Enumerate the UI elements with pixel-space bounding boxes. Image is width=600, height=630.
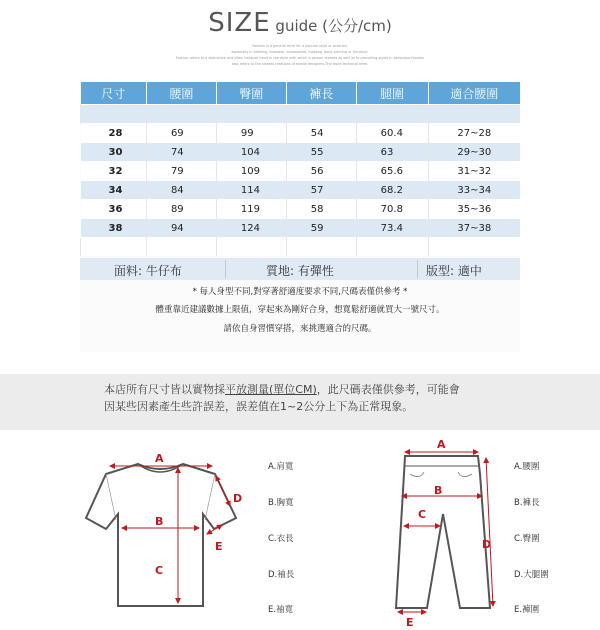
fineprint-line: Fashion is a general term for a popular style or practice, bbox=[252, 44, 348, 48]
shirt-legend-d: D.袖長 bbox=[268, 570, 295, 580]
pants-legend-d: D.大腿圍 bbox=[514, 570, 549, 580]
size-guide-title bbox=[0, 8, 600, 38]
table-cell: 63 bbox=[356, 143, 428, 162]
material-row bbox=[80, 258, 520, 280]
shirt-marker-b: B bbox=[155, 515, 164, 528]
table-cell: 58 bbox=[286, 200, 356, 219]
notice-line-1: 本店所有尺寸皆以實物採平放測量(單位CM)，此尺碼表僅供參考，可能會 bbox=[104, 383, 460, 396]
table-cell: 55 bbox=[286, 143, 356, 162]
shirt-marker-a: A bbox=[155, 452, 164, 465]
column-header-size: 尺寸 bbox=[81, 82, 147, 105]
fabric-label: 面料: 牛仔布 bbox=[114, 264, 182, 278]
texture-label: 質地: 有彈性 bbox=[266, 264, 334, 278]
table-row bbox=[81, 200, 521, 219]
table-row bbox=[81, 105, 521, 124]
table-cell: 28 bbox=[81, 124, 147, 143]
shirt-marker-e: E bbox=[215, 540, 223, 553]
table-cell: 32 bbox=[81, 162, 147, 181]
table-row bbox=[81, 143, 521, 162]
table-row bbox=[81, 219, 521, 238]
notice-underlined: 平放測量(單位CM) bbox=[225, 383, 317, 396]
pants-marker-d: D bbox=[482, 538, 492, 551]
shirt-legend-b: B.胸寬 bbox=[268, 498, 294, 508]
table-cell: 59 bbox=[286, 219, 356, 238]
table-cell: 84 bbox=[146, 181, 216, 200]
table-cell: 29~30 bbox=[428, 143, 520, 162]
column-header-fit-waist: 適合腰圍 bbox=[428, 82, 520, 105]
table-cell: 114 bbox=[216, 181, 286, 200]
pants-legend-c: C.臀圍 bbox=[514, 534, 540, 544]
table-cell: 56 bbox=[286, 162, 356, 181]
table-cell: 57 bbox=[286, 181, 356, 200]
column-header-hip: 臀圍 bbox=[216, 82, 286, 105]
shirt-marker-d: D bbox=[233, 492, 243, 505]
table-cell: 33~34 bbox=[428, 181, 520, 200]
table-cell: 94 bbox=[146, 219, 216, 238]
title-main: SIZE bbox=[208, 8, 271, 38]
shirt-legend-e: E.袖寬 bbox=[268, 605, 294, 615]
column-header-waist: 腰圍 bbox=[146, 82, 216, 105]
table-cell: 38 bbox=[81, 219, 147, 238]
notice-line-2: 因某些因素產生些許誤差，誤差值在1~2公分上下為正常現象。 bbox=[104, 400, 414, 413]
table-cell: 34 bbox=[81, 181, 147, 200]
table-cell: 31~32 bbox=[428, 162, 520, 181]
table-cell: 27~28 bbox=[428, 124, 520, 143]
table-row bbox=[81, 181, 521, 200]
table-cell: 37~38 bbox=[428, 219, 520, 238]
shirt-legend-a: A.肩寬 bbox=[268, 462, 294, 472]
table-row bbox=[81, 124, 521, 143]
table-cell: 54 bbox=[286, 124, 356, 143]
pants-marker-e: E bbox=[406, 616, 414, 629]
column-header-length: 褲長 bbox=[286, 82, 356, 105]
table-cell: 109 bbox=[216, 162, 286, 181]
pants-legend-a: A.腰圍 bbox=[514, 462, 540, 472]
table-cell: 60.4 bbox=[356, 124, 428, 143]
note-disclaimer: * 每人身型不同,對穿著舒適度要求不同,尺碼表僅供參考 * bbox=[192, 287, 408, 297]
note-choose: 請依自身習慣穿搭，來挑選適合的尺碼。 bbox=[223, 324, 377, 334]
table-cell: 36 bbox=[81, 200, 147, 219]
divider bbox=[417, 260, 418, 278]
fineprint-line: especially in clothing, footwear, accessories, makeup, body piercing or furniture. bbox=[231, 50, 369, 54]
table-cell: 68.2 bbox=[356, 181, 428, 200]
pants-marker-c: C bbox=[418, 508, 427, 521]
table-cell: 104 bbox=[216, 143, 286, 162]
table-row bbox=[81, 162, 521, 181]
divider bbox=[225, 260, 226, 278]
table-cell: 70.8 bbox=[356, 200, 428, 219]
table-cell: 69 bbox=[146, 124, 216, 143]
measurement-diagrams bbox=[0, 430, 600, 630]
fineprint-line: Fashion refers to a distinctive and often habitual trend in the style with which a person dresses as well as to prevailing styles in behaviour.Fashion bbox=[175, 56, 425, 60]
fineprint-line: also refers to the newest creations of textile designers.The more technical term. bbox=[231, 62, 369, 66]
table-cell: 74 bbox=[146, 143, 216, 162]
shirt-marker-c: C bbox=[155, 564, 164, 577]
measurement-notice bbox=[0, 374, 600, 430]
note-weight: 體重靠近建議數據上限值，穿起來為剛好合身，想寬鬆舒適就買大一號尺寸。 bbox=[155, 305, 445, 315]
pants-legend-e: E.褲圍 bbox=[514, 605, 540, 615]
table-cell: 35~36 bbox=[428, 200, 520, 219]
table-cell: 65.6 bbox=[356, 162, 428, 181]
table-header-row bbox=[81, 82, 521, 105]
tshirt-icon bbox=[86, 464, 236, 606]
table-cell: 30 bbox=[81, 143, 147, 162]
table-row bbox=[81, 238, 521, 257]
shirt-legend-c: C.衣長 bbox=[268, 534, 294, 544]
pants-marker-b: B bbox=[434, 484, 443, 497]
pants-marker-a: A bbox=[437, 438, 446, 451]
column-header-thigh: 腿圍 bbox=[356, 82, 428, 105]
table-cell: 73.4 bbox=[356, 219, 428, 238]
table-cell: 119 bbox=[216, 200, 286, 219]
size-table bbox=[80, 82, 520, 256]
table-cell: 124 bbox=[216, 219, 286, 238]
fit-label: 版型: 適中 bbox=[426, 264, 482, 278]
table-cell: 99 bbox=[216, 124, 286, 143]
pants-legend-b: B.褲長 bbox=[514, 498, 540, 508]
table-cell: 89 bbox=[146, 200, 216, 219]
table-cell: 79 bbox=[146, 162, 216, 181]
pants-icon bbox=[396, 456, 490, 608]
title-sub: guide (公分/cm) bbox=[270, 17, 392, 35]
